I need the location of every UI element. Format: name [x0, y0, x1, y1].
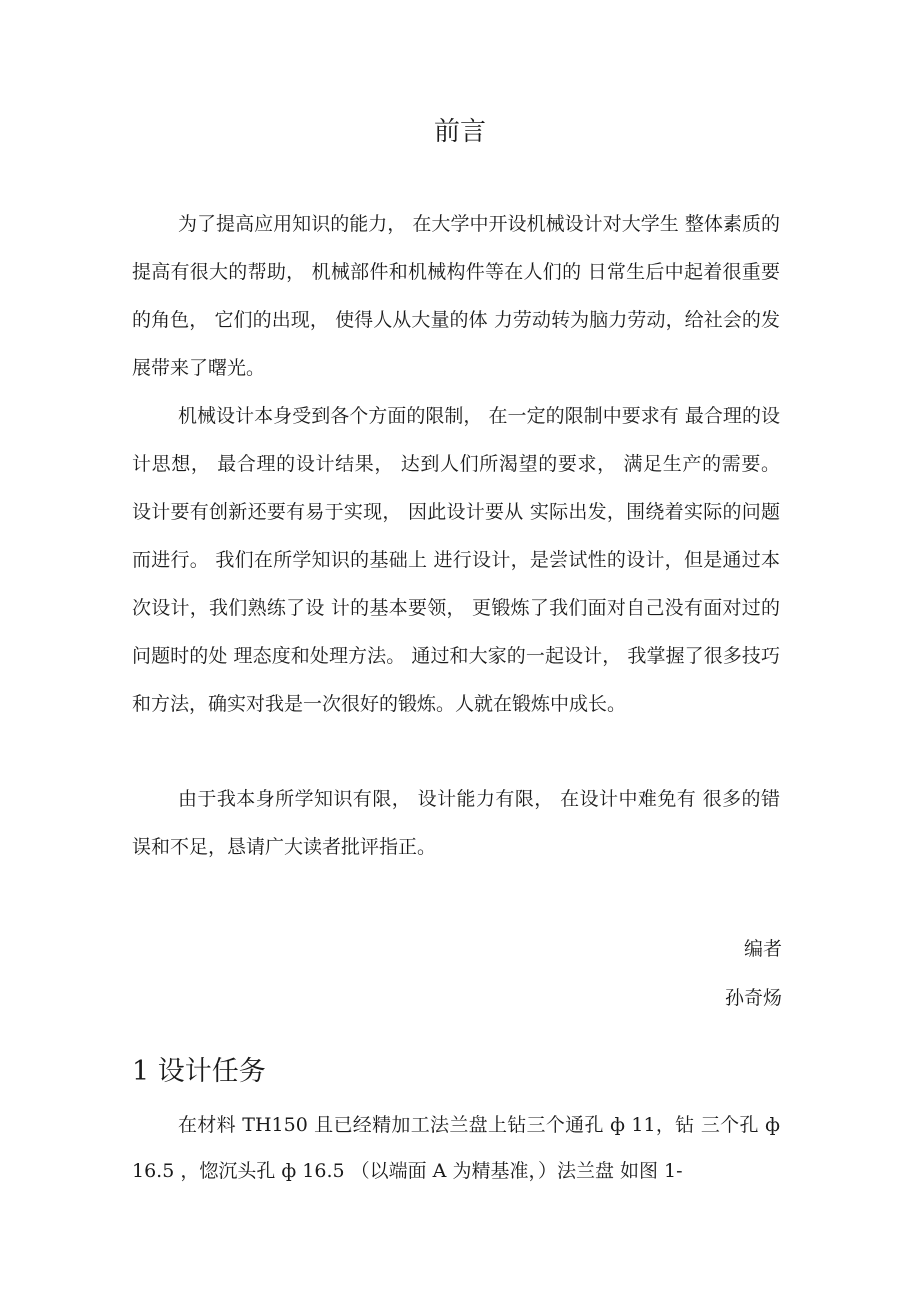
signature-role: 编者 — [743, 938, 782, 960]
design-task-paragraph: 在材料 TH150 且已经精加工法兰盘上钻三个通孔 ф 11，钻 三个孔 ф 16.5 ，惚沉头孔 ф 16.5 （以端面 A 为精基准，）法兰盘 如图 1- — [132, 1114, 780, 1182]
signature-name: 孙奇炀 — [724, 987, 782, 1009]
section-title-design-task: 1 设计任务 — [132, 1056, 266, 1087]
preface-title: 前言 — [433, 117, 486, 147]
preface-paragraph-2: 机械设计本身受到各个方面的限制， 在一定的限制中要求有 最合理的设计思想， 最合理的设计结果， 达到人们所渴望的要求， 满足生产的需要。 设计要有创新还要有易于实现， 因此设计要从 实际出发，围绕着实际的问题而进行。 我们在所学知识的基础上 进行设计，是尝试性的设计，但是通过本次设计，我们熟练了设 计的基本要领， 更锻炼了我们面对自己没有面对过的问题时的处 理态度和处理方法。 通过和大家的一起设计， 我掌握了很多技巧 和方法，确实对我是一次很好的锻炼。人就在锻炼中成长。 — [132, 405, 780, 715]
preface-paragraph-1: 为了提高应用知识的能力， 在大学中开设机械设计对大学生 整体素质的提高有很大的帮助， 机械部件和机械构件等在人们的 日常生后中起着很重要的角色， 它们的出现， 使得人从大量的体 力劳动转为脑力劳动，给社会的发展带来了曙光。 — [132, 213, 780, 379]
preface-paragraph-3: 由于我本身所学知识有限， 设计能力有限， 在设计中难免有 很多的错误和不足，恳请广大读者批评指正。 — [132, 788, 780, 858]
